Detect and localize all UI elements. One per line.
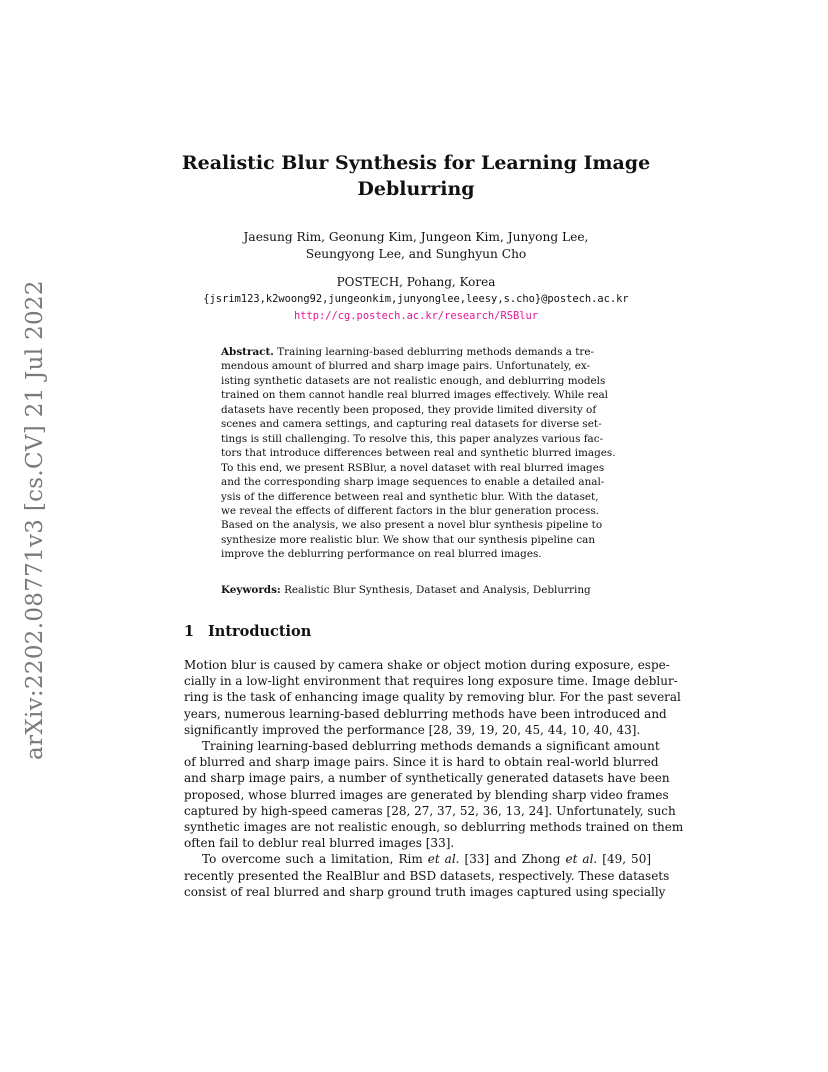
email-domain: @postech.ac.kr <box>541 293 629 305</box>
body-line: proposed, whose blurred images are generated by blending sharp video frames <box>184 787 669 802</box>
abstract-line: To this end, we present RSBlur, a novel dataset with real blurred images <box>221 461 605 474</box>
institution: POSTECH, Pohang, Korea <box>336 275 496 289</box>
section-number: 1 <box>184 623 195 640</box>
abstract-line: and the corresponding sharp image sequences to enable a detailed anal- <box>221 476 605 489</box>
body-text-italic: et al. <box>565 852 598 867</box>
abstract-line: synthesize more realistic blur. We show that our synthesis pipeline can <box>221 533 596 546</box>
abstract-line: Based on the analysis, we also present a novel blur synthesis pipeline to <box>221 519 603 532</box>
abstract-line: trained on them cannot handle real blurred images effectively. While real <box>221 389 609 402</box>
body-line: recently presented the RealBlur and BSD datasets, respectively. These datasets <box>184 868 670 883</box>
abstract-line: we reveal the effects of different factors in the blur generation process. <box>221 504 599 517</box>
body-line: Motion blur is caused by camera shake or object motion during exposure, espe- <box>184 658 670 672</box>
author-emails <box>150 290 682 307</box>
body-text-fragment: [33] and Zhong <box>459 852 566 867</box>
email-usernames: {jsrim123,k2woong92,jungeonkim,junyonglee,leesy,s.cho} <box>203 293 542 305</box>
body-line <box>184 851 651 867</box>
body-text-fragment: To overcome such a limitation, Rim <box>202 852 428 867</box>
paper-title <box>150 150 682 202</box>
body-line: synthetic images are not realistic enough, so deblurring methods trained on them <box>184 820 684 835</box>
body-text-italic: et al. <box>427 852 460 867</box>
body-line: years, numerous learning-based deblurring methods have been introduced and <box>184 706 667 721</box>
section-title: Introduction <box>208 623 312 640</box>
abstract-line: isting synthetic datasets are not realistic enough, and deblurring models <box>221 374 606 387</box>
body-line: Training learning-based deblurring methods demands a significant amount <box>202 739 660 754</box>
body-line: ring is the task of enhancing image quality by removing blur. For the past several <box>184 690 681 705</box>
abstract-text: Training learning-based deblurring methods demands a tre- <box>277 346 595 358</box>
introduction-body <box>184 657 684 900</box>
authors-line-2: Seungyong Lee, and Sunghyun Cho <box>305 247 527 261</box>
arxiv-identifier-stamp: arXiv:2202.08771v3 [cs.CV] 21 Jul 2022 <box>22 280 48 760</box>
abstract-line: scenes and camera settings, and capturing real datasets for diverse set- <box>221 418 602 431</box>
body-line: consist of real blurred and sharp ground truth images captured using specially <box>184 884 666 899</box>
abstract-line: tors that introduce differences between real and synthetic blurred images. <box>221 447 616 460</box>
abstract-line: ysis of the difference between real and synthetic blur. With the dataset, <box>221 490 599 503</box>
body-text-fragment: [49, 50] <box>597 852 652 867</box>
abstract-line: datasets have recently been proposed, they provide limited diversity of <box>221 403 597 416</box>
body-line: significantly improved the performance [28, 39, 19, 20, 45, 44, 10, 40, 43]. <box>184 722 641 737</box>
keywords-text: Realistic Blur Synthesis, Dataset and Analysis, Deblurring <box>284 584 591 596</box>
section-heading-introduction <box>184 623 311 640</box>
keywords-label: Keywords: <box>221 584 281 596</box>
body-line: and sharp image pairs, a number of synthetically generated datasets have been <box>184 771 670 786</box>
keywords-block <box>221 583 613 597</box>
project-url-link[interactable]: http://cg.postech.ac.kr/research/RSBlur <box>294 310 538 322</box>
body-line: of blurred and sharp image pairs. Since it is hard to obtain real-world blurred <box>184 755 659 770</box>
abstract-line: mendous amount of blurred and sharp image pairs. Unfortunately, ex- <box>221 360 591 373</box>
title-line-2: Deblurring <box>357 178 475 200</box>
body-line: cially in a low-light environment that requires long exposure time. Image deblur- <box>184 674 678 689</box>
affiliation-block <box>150 274 682 324</box>
author-list <box>150 229 682 263</box>
abstract-line: tings is still challenging. To resolve this, this paper analyzes various fac- <box>221 432 604 445</box>
body-line: often fail to deblur real blurred images [33]. <box>184 836 455 851</box>
body-line: captured by high-speed cameras [28, 27, 37, 52, 36, 13, 24]. Unfortunately, such <box>184 803 676 818</box>
abstract-line <box>221 345 613 359</box>
title-line-1: Realistic Blur Synthesis for Learning Image <box>181 152 651 174</box>
abstract-label: Abstract. <box>221 346 274 358</box>
abstract-block <box>221 345 616 562</box>
abstract-line: improve the deblurring performance on real blurred images. <box>221 548 542 561</box>
authors-line-1: Jaesung Rim, Geonung Kim, Jungeon Kim, Junyong Lee, <box>243 230 589 244</box>
